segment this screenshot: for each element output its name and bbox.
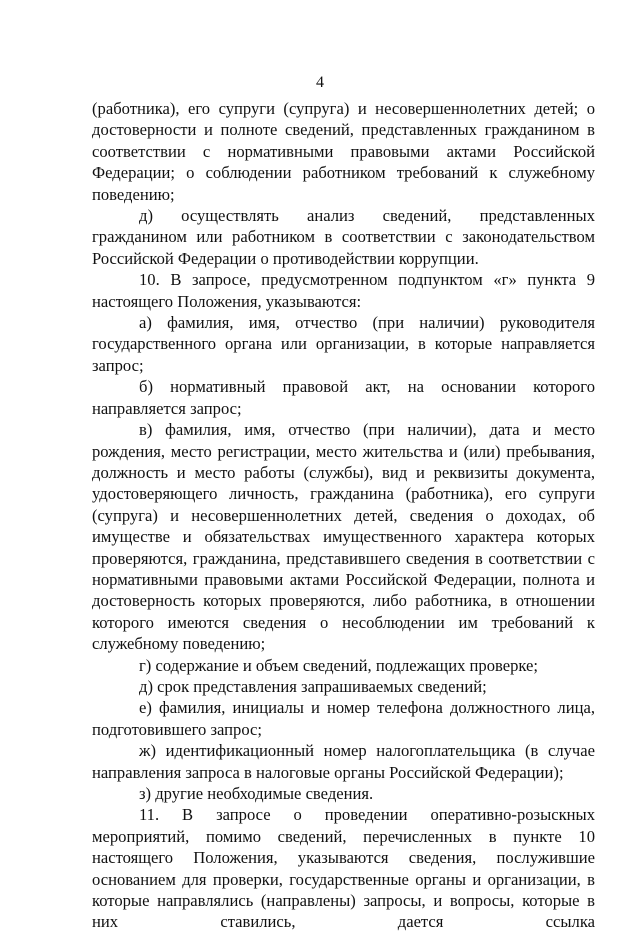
- page-number: 4: [316, 74, 324, 91]
- paragraph-item-d-analysis: д) осуществлять анализ сведений, представленных гражданином или работником в соответствии с законодательством Российской Федерации о противодействии коррупции.: [92, 206, 595, 268]
- paragraph-item-v: в) фамилия, имя, отчество (при наличии), дата и место рождения, место регистрации, место жительства и (или) пребывания, должность и место работы (службы), вид и реквизиты документа, удостоверяющего личность, гражданина (работника), его супруги (супруга) и несовершеннолетних детей, сведения о доходах, об имуществе и обязательствах имущественного характера которых проверяются, гражданина, представившего сведения в соответствии с нормативными правовыми актами Российской Федерации, полнота и достоверность которых проверяются, либо работника, в отношении которого имеются сведения о несоблюдении им требований к служебному поведению;: [92, 420, 595, 654]
- paragraph-item-b: б) нормативный правовой акт, на основании которого направляется запрос;: [92, 377, 595, 418]
- paragraph-item-z: з) другие необходимые сведения.: [139, 784, 374, 803]
- paragraph-section-10: 10. В запросе, предусмотренном подпунктом «г» пункта 9 настоящего Положения, указываются:: [92, 270, 595, 311]
- document-body: [92, 98, 595, 933]
- paragraph-item-e: е) фамилия, инициалы и номер телефона должностного лица, подготовившего запрос;: [92, 698, 595, 739]
- paragraph-item-a: а) фамилия, имя, отчество (при наличии) руководителя государственного органа или организации, в которые направляется запрос;: [92, 313, 595, 375]
- paragraph-item-zh: ж) идентификационный номер налогоплательщика (в случае направления запроса в налоговые органы Российской Федерации);: [92, 741, 595, 782]
- paragraph-section-11: 11. В запросе о проведении оперативно-розыскных мероприятий, помимо сведений, перечисленных в пункте 10 настоящего Положения, указываются сведения, послужившие основанием для проверки, государственные органы и организации, в которые направлялись (направлены) запросы, и вопросы, которые в них ставились, дается ссылка: [92, 805, 595, 932]
- paragraph-continuation: (работника), его супруги (супруга) и несовершеннолетних детей; о достоверности и полноте сведений, представленных гражданином в соответствии с нормативными правовыми актами Российской Федерации; о соблюдении работником требований к служебному поведению;: [92, 99, 595, 204]
- paragraph-item-g: г) содержание и объем сведений, подлежащих проверке;: [139, 655, 539, 675]
- paragraph-item-d: д) срок представления запрашиваемых сведений;: [139, 676, 487, 696]
